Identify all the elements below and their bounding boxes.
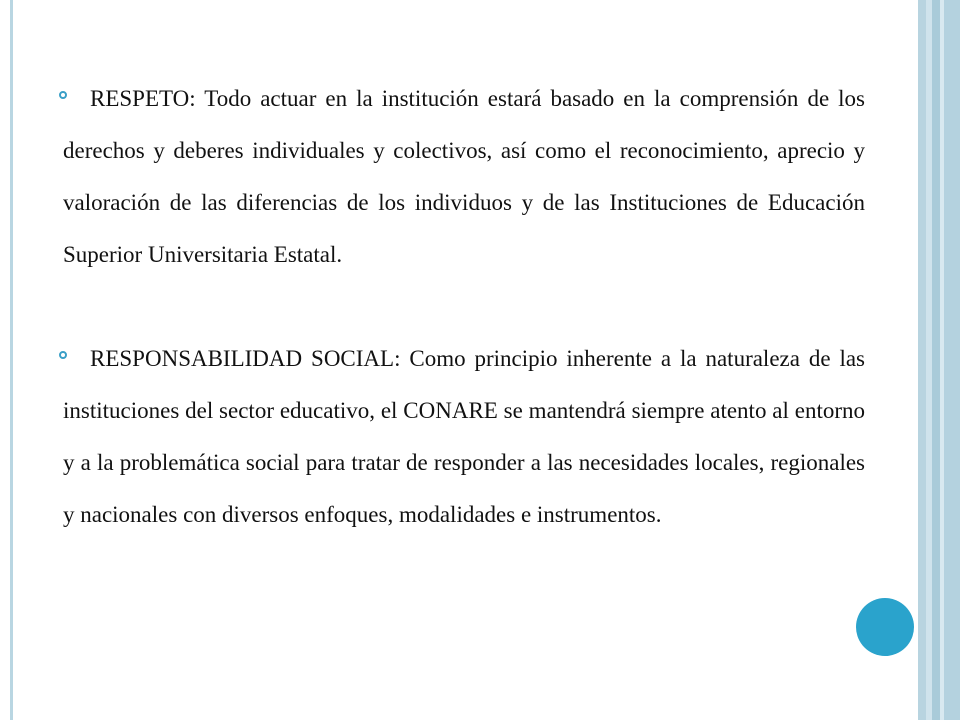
- slide-content: [63, 73, 865, 541]
- slide-frame-right-stripe: [918, 0, 926, 720]
- bullet-text: RESPETO: Todo actuar en la institución estará basado en la comprensión de los derechos y deberes individuales y colectivos, así como el reconocimiento, aprecio y valoración de las diferencias de los individuos y de las Instituciones de Educación Superior Universitaria Estatal.: [63, 86, 865, 267]
- slide-frame-left-line: [10, 0, 13, 720]
- bullet-paragraph-responsabilidad-social: [63, 333, 865, 541]
- bullet-paragraph-respeto: [63, 73, 865, 281]
- slide-frame-right-stripe: [932, 0, 940, 720]
- slide-frame-right-stripe: [944, 0, 960, 720]
- bullet-text: RESPONSABILIDAD SOCIAL: Como principio inherente a la naturaleza de las instituciones del sector educativo, el CONARE se mantendrá siempre atento al entorno y a la problemática social para tratar de responder a las necesidades locales, regionales y nacionales con diversos enfoques, modalidades e instrumentos.: [63, 346, 865, 527]
- bullet-circle-icon: [59, 351, 67, 359]
- bullet-circle-icon: [59, 91, 67, 99]
- decorative-circle: [856, 598, 914, 656]
